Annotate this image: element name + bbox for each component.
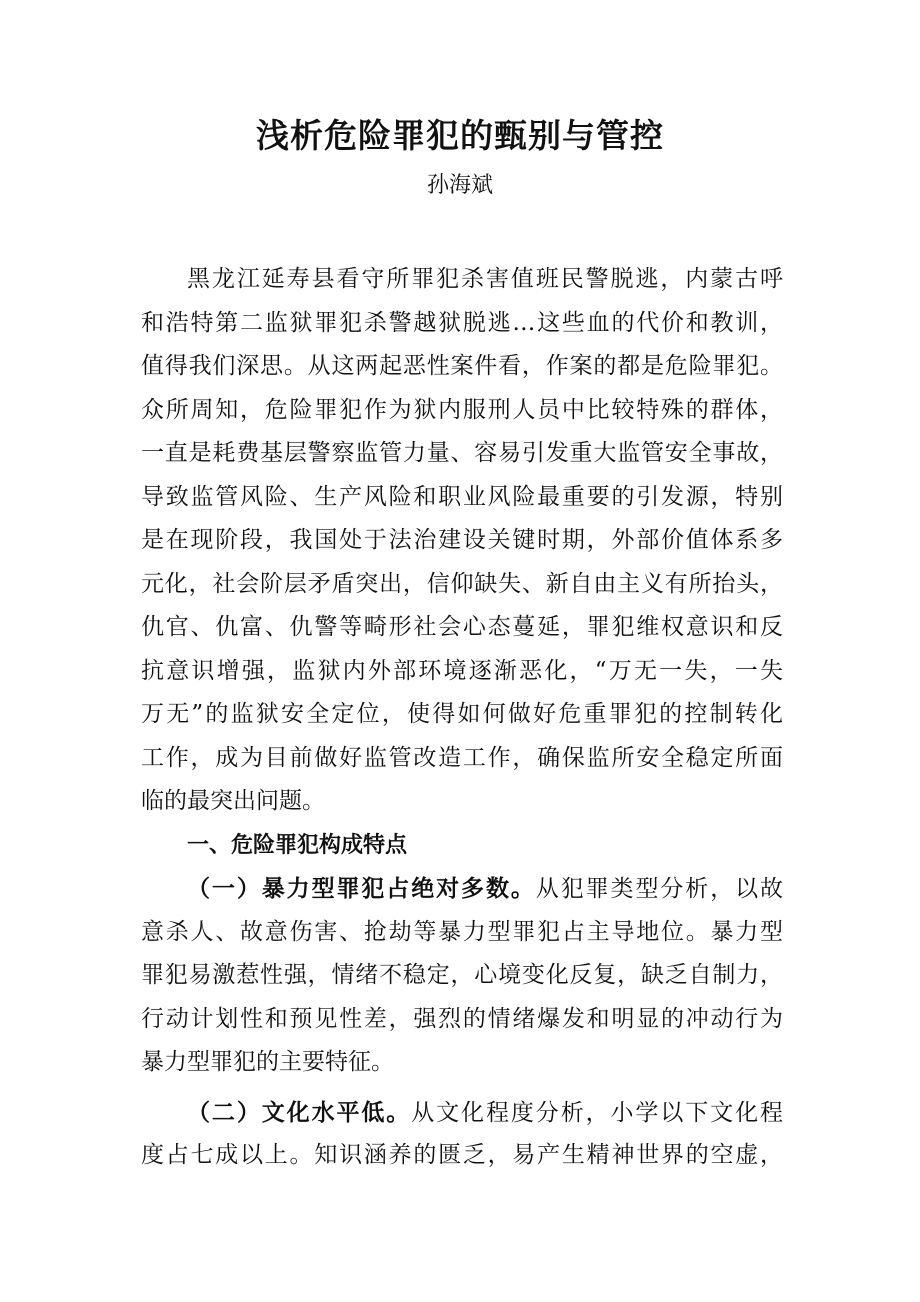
document-body [141,258,783,1178]
subsection-2-label: （二）文化水平低。 [187,1098,412,1126]
subsection-1-line: 意杀人、故意伤害、抢劫等暴力型罪犯占主导地位。暴力型 [141,918,783,945]
subsection-1-line: 罪犯易激惹性强，情绪不稳定，心境变化反复，缺乏自制力， [141,962,783,988]
intro-line: 一直是耗费基层警察监管力量、容易引发重大监管安全事故， [141,440,783,466]
subsection-1-first-line [141,867,783,911]
intro-line: 万无”的监狱安全定位，使得如何做好危重罪犯的控制转化 [141,701,783,727]
document-title: 浅析危险罪犯的甄别与管控 [256,116,664,155]
intro-line: 临的最突出问题。 [141,788,325,814]
intro-line: 值得我们深思。从这两起恶性案件看，作案的都是危险罪犯。 [141,353,783,379]
intro-line: 抗意识增强，监狱内外部环境逐渐恶化，“万无一失，一失 [141,657,783,684]
subsection-2-line: 度占七成以上。知识涵养的匮乏，易产生精神世界的空虚， [141,1142,783,1168]
intro-line: 和浩特第二监狱罪犯杀警越狱脱逃…这些血的代价和教训， [141,309,783,336]
subsection-2-text: 从文化程度分析，小学以下文化程 [411,1099,784,1126]
subsection-2-first-line [141,1091,783,1135]
subsection-1-label: （一）暴力型罪犯占绝对多数。 [187,875,536,902]
intro-line: 是在现阶段，我国处于法治建设关键时期，外部价值体系多 [141,527,783,553]
subsection-1-text: 从犯罪类型分析，以故 [535,876,784,902]
section-heading: 一、危险罪犯构成特点 [187,832,408,858]
intro-line: 导致监管风险、生产风险和职业风险最重要的引发源，特别 [141,483,783,510]
intro-line: 黑龙江延寿县看守所罪犯杀害值班民警脱逃，内蒙古呼 [187,266,783,292]
intro-line: 工作，成为目前做好监管改造工作，确保监所安全稳定所面 [141,744,783,771]
subsection-1-line: 暴力型罪犯的主要特征。 [141,1049,394,1075]
intro-line: 元化，社会阶层矛盾突出，信仰缺失、新自由主义有所抬头， [141,570,783,597]
intro-line: 众所周知，危险罪犯作为狱内服刑人员中比较特殊的群体， [141,396,783,423]
subsection-1-line: 行动计划性和预见性差，强烈的情绪爆发和明显的冲动行为 [141,1005,783,1032]
document-author: 孙海斌 [426,173,493,198]
intro-line: 仇官、仇富、仇警等畸形社会心态蔓延，罪犯维权意识和反 [141,614,783,640]
